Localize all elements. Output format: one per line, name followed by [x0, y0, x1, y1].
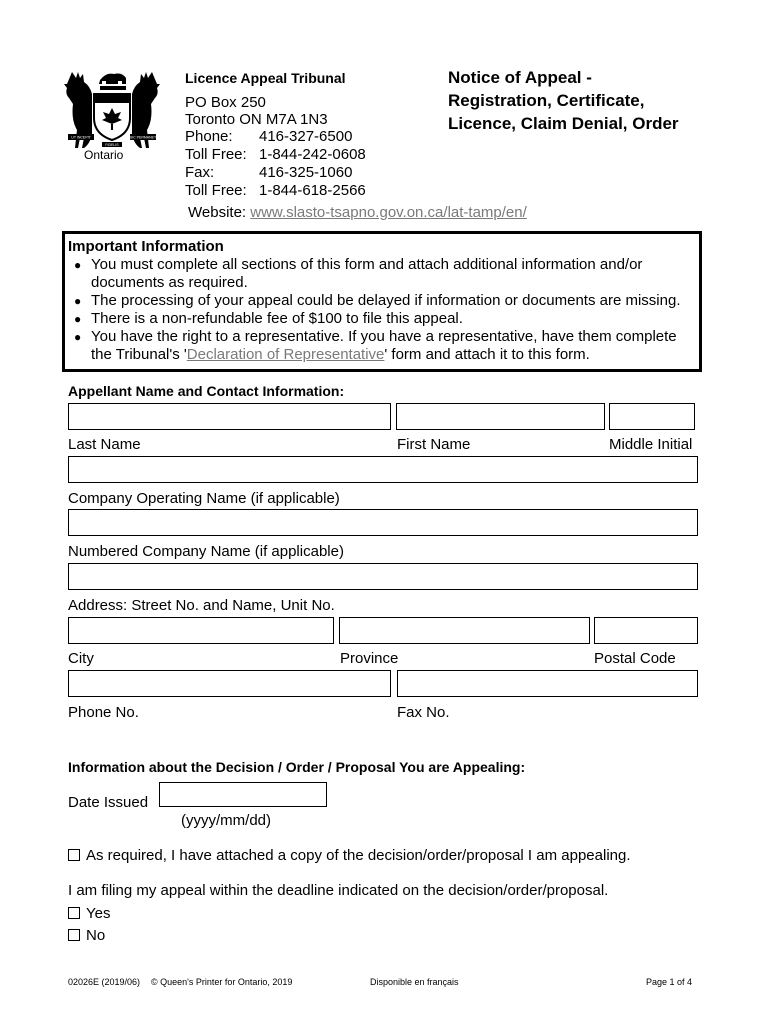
decision-heading: Information about the Decision / Order / Proposal You are Appealing:: [68, 759, 526, 775]
no-row: [68, 927, 105, 945]
attached-checkbox[interactable]: [68, 849, 80, 861]
attached-label: As required, I have attached a copy of the decision/order/proposal I am appealing.: [86, 847, 631, 864]
middle-initial-label: Middle Initial: [609, 436, 693, 453]
logo-wordmark: Ontario: [84, 148, 124, 162]
website-link[interactable]: www.slasto-tsapno.gov.on.ca/lat-tamp/en/: [250, 204, 527, 221]
form-title: [448, 66, 679, 135]
yes-row: [68, 905, 110, 923]
yes-checkbox[interactable]: [68, 907, 80, 919]
numbered-company-label: Numbered Company Name (if applicable): [68, 543, 344, 560]
city-label: City: [68, 650, 94, 667]
province-label: Province: [340, 650, 399, 667]
numbered-company-input[interactable]: [68, 509, 698, 536]
last-name-input[interactable]: [68, 403, 391, 430]
tollfree2-label: Toll Free:: [185, 182, 247, 199]
bullet-4-cont: the Tribunal's 'Declaration of Representative' form and attach it to this form.: [91, 346, 590, 363]
bullet-1: ● You must complete all sections of this form and attach additional information and/or: [74, 256, 643, 273]
tollfree-value: 1-844-242-0608: [259, 146, 366, 163]
address-input[interactable]: [68, 563, 698, 590]
fax-value: 416-325-1060: [259, 164, 353, 181]
phone-value: 416-327-6500: [259, 128, 353, 145]
last-name-label: Last Name: [68, 436, 141, 453]
title-line-3: Licence, Claim Denial, Order: [448, 114, 679, 133]
svg-text:FIDELIS: FIDELIS: [105, 143, 119, 147]
yes-label: Yes: [86, 905, 111, 922]
title-line-1: Notice of Appeal -: [448, 68, 592, 87]
tollfree2-value: 1-844-618-2566: [259, 182, 366, 199]
phone-label-field: Phone No.: [68, 704, 139, 721]
svg-text:UT INCEPIT: UT INCEPIT: [71, 135, 91, 140]
bullet-1-cont: documents as required.: [91, 274, 248, 291]
copyright: © Queen's Printer for Ontario, 2019: [151, 977, 293, 987]
middle-initial-input[interactable]: [609, 403, 695, 430]
form-number: 02026E (2019/06): [68, 977, 141, 987]
important-heading: Important Information: [68, 238, 224, 255]
deadline-question: I am filing my appeal within the deadline indicated on the decision/order/proposal.: [68, 882, 609, 899]
fax-label: Fax:: [185, 164, 215, 181]
bullet-3: ● There is a non-refundable fee of $100 to file this appeal.: [74, 310, 463, 327]
tollfree-label: Toll Free:: [185, 146, 247, 163]
date-format-hint: (yyyy/mm/dd): [181, 812, 271, 829]
address-label: Address: Street No. and Name, Unit No.: [68, 597, 335, 614]
postal-code-input[interactable]: [594, 617, 698, 644]
phone-input[interactable]: [68, 670, 391, 697]
attached-row: [68, 847, 631, 865]
city-input[interactable]: [68, 617, 334, 644]
page-number: Page 1 of 4: [646, 977, 693, 987]
phone-label: Phone:: [185, 128, 233, 145]
fax-label-field: Fax No.: [397, 704, 450, 721]
declaration-link[interactable]: Declaration of Representative: [186, 346, 385, 363]
no-checkbox[interactable]: [68, 929, 80, 941]
no-label: No: [86, 927, 106, 944]
first-name-label: First Name: [397, 436, 471, 453]
bullet-4: ● You have the right to a representative. If you have a representative, have them complete: [74, 328, 677, 345]
date-issued-label: Date Issued: [68, 794, 149, 811]
postal-code-label: Postal Code: [594, 650, 676, 667]
province-input[interactable]: [339, 617, 590, 644]
company-name-input[interactable]: [68, 456, 698, 483]
company-name-label: Company Operating Name (if applicable): [68, 490, 340, 507]
website-label: Website:: [188, 204, 251, 221]
date-issued-input[interactable]: [159, 782, 327, 807]
french-available: Disponible en français: [370, 977, 459, 987]
website-line: [188, 204, 527, 222]
appellant-heading: Appellant Name and Contact Information:: [68, 383, 345, 399]
po-box: PO Box 250: [185, 94, 266, 111]
first-name-input[interactable]: [396, 403, 605, 430]
bullet-2: ● The processing of your appeal could be delayed if information or documents are missing.: [74, 292, 681, 309]
city-line: Toronto ON M7A 1N3: [185, 111, 328, 128]
title-line-2: Registration, Certificate,: [448, 91, 645, 110]
org-name: Licence Appeal Tribunal: [185, 70, 346, 86]
fax-input[interactable]: [397, 670, 698, 697]
svg-text:SIC PERMANET: SIC PERMANET: [129, 135, 157, 140]
